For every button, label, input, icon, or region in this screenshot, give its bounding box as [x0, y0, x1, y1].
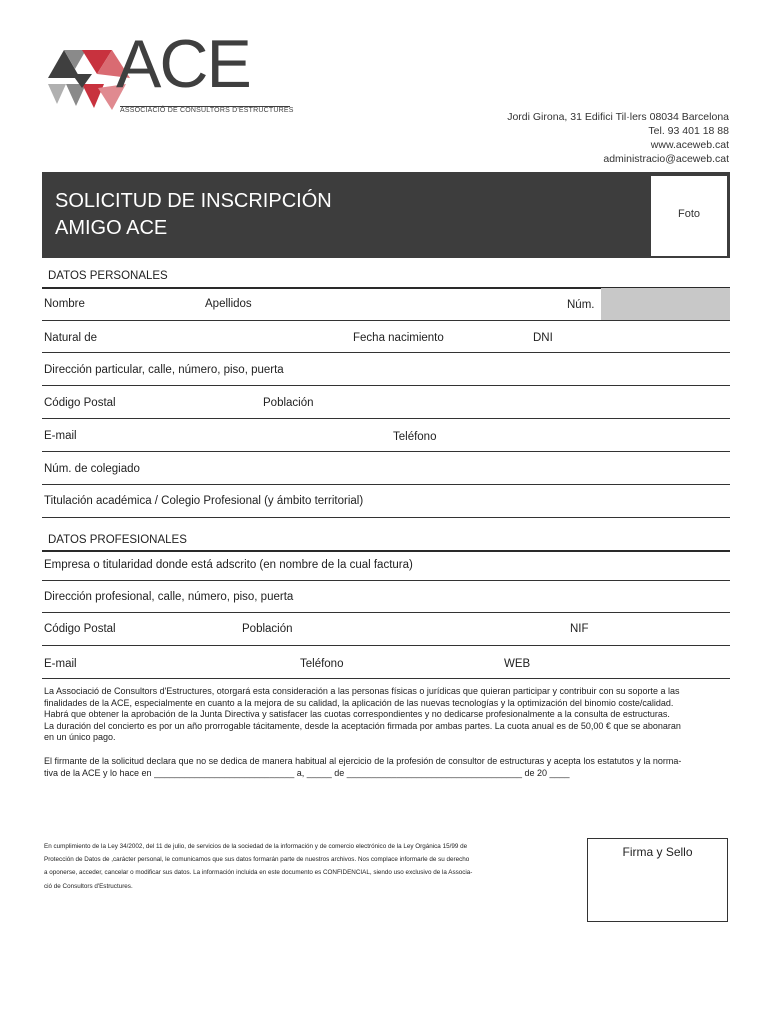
form-title-line1: SOLICITUD DE INSCRIPCIÓN: [55, 190, 332, 212]
photo-label: Foto: [677, 208, 700, 220]
legal-line: ció de Consultors d'Estructures.: [44, 882, 133, 890]
form-title: [55, 188, 332, 242]
field-rule[interactable]: [42, 612, 730, 613]
field-num-colegiado-label: Núm. de colegiado: [44, 463, 140, 475]
field-natural-label: Natural de: [44, 332, 98, 344]
field-rule[interactable]: [42, 517, 730, 518]
field-codigo-postal-label: Código Postal: [44, 397, 116, 409]
legal-notice: [44, 840, 536, 893]
field-titulacion-label: Titulación académica / Colegio Profesional (y ámbito territorial): [44, 495, 364, 507]
declaration-paragraph: [44, 756, 730, 779]
field-apellidos-label: Apellidos: [205, 298, 252, 310]
terms-line: La Associació de Consultors d'Estructures, otorgará esta consideración a las personas físicas o jurídicas que quieran participar y contribuir con su soporte a las: [44, 686, 680, 696]
logo-text: ACE: [116, 26, 250, 102]
field-rule[interactable]: [42, 451, 730, 452]
field-telefono-prof-label: Teléfono: [300, 658, 344, 670]
field-email-prof-label: E-mail: [44, 658, 77, 670]
phone-line: Tel. 93 401 18 88: [648, 125, 729, 137]
field-rule[interactable]: [42, 645, 730, 646]
field-poblacion-label: Población: [263, 397, 314, 409]
website-line: www.aceweb.cat: [650, 139, 729, 151]
logo-subtitle: ASSOCIACIÓ DE CONSULTORS D'ESTRUCTURES: [120, 107, 294, 114]
field-email-label: E-mail: [44, 430, 77, 442]
field-codigo-postal-prof-label: Código Postal: [44, 623, 116, 635]
terms-line: Habrá que obtener la aprobación de la Junta Directiva y satisfacer las cuotas correspondientes y no dedicarse profesionalmente a la consulta de estructuras.: [44, 709, 670, 720]
field-telefono-label: Teléfono: [393, 431, 437, 443]
section-professional-data: DATOS PROFESIONALES: [48, 534, 187, 546]
form-title-line2: AMIGO ACE: [55, 217, 168, 239]
signature-label: Firma y Sello: [622, 845, 693, 859]
field-direccion-profesional-label: Dirección profesional, calle, número, piso, puerta: [44, 591, 294, 603]
terms-line: finalidades de la ACE, especialmente en cuanto a la mejora de su calidad, la aplicación de las nuevas tecnologías y la optimización del binomio coste/calidad.: [44, 697, 674, 708]
field-dni-label: DNI: [533, 332, 553, 344]
field-web-label: WEB: [504, 658, 531, 670]
legal-line: a oponerse, acceder, cancelar o modificar sus datos. La información incluida en este documento es CONFIDENCIAL, siendo uso exclusivo de la Associa-: [44, 869, 473, 877]
declaration-line: El firmante de la solicitud declara que no se dedica de manera habitual al ejercicio de la profesión de consultor de estructuras y acepta los estatutos y la norma-: [44, 756, 682, 766]
legal-line: En cumplimiento de la Ley 34/2002, del 11 de julio, de servicios de la sociedad de la información y de comercio electrónico de la Ley Orgánica 15/99 de: [44, 843, 468, 850]
contact-address: [507, 110, 729, 166]
field-nif-label: NIF: [570, 623, 589, 635]
address-line: Jordi Girona, 31 Edifici Til·lers 08034 Barcelona: [507, 111, 729, 123]
num-input-box[interactable]: [601, 288, 730, 320]
section-rule: [42, 550, 730, 552]
declaration-line: tiva de la ACE y lo hace en ____________________________ a, _____ de ___________________________________ de 20 ____: [44, 767, 570, 778]
terms-paragraph: [44, 686, 730, 744]
field-num-label: Núm.: [567, 299, 595, 311]
field-rule[interactable]: [42, 352, 730, 353]
terms-line: en un único pago.: [44, 732, 116, 743]
field-rule[interactable]: [42, 678, 730, 679]
field-direccion-label: Dirección particular, calle, número, piso, puerta: [44, 364, 284, 376]
field-rule[interactable]: [42, 320, 730, 321]
section-personal-data: DATOS PERSONALES: [48, 270, 168, 282]
field-fecha-nacimiento-label: Fecha nacimiento: [353, 332, 444, 344]
field-poblacion-prof-label: Población: [242, 623, 293, 635]
email-line: administracio@aceweb.cat: [603, 153, 729, 165]
legal-line: Protección de Datos de ,carácter personal, le comunicamos que sus datos formarán parte de nuestros archivos. Nos complace informarle de su derecho: [44, 856, 470, 864]
field-nombre-label: Nombre: [44, 298, 85, 310]
terms-line: La duración del concierto es por un año prorrogable tácitamente, desde la aceptación firmada por ambas partes. La cuota anual es de 50,00 € que se abonaran: [44, 720, 681, 731]
field-rule[interactable]: [42, 484, 730, 485]
field-rule[interactable]: [42, 580, 730, 581]
field-rule[interactable]: [42, 418, 730, 419]
field-empresa-label: Empresa o titularidad donde está adscrito (en nombre de la cual factura): [44, 559, 413, 571]
field-rule[interactable]: [42, 385, 730, 386]
